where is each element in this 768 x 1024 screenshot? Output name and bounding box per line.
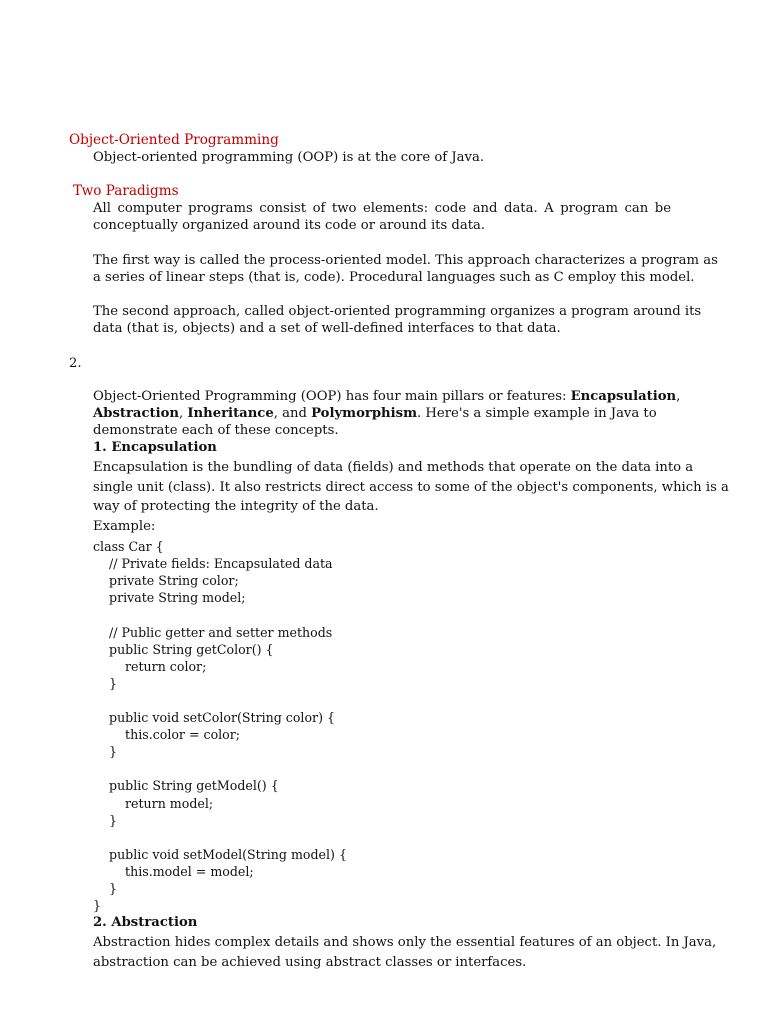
pillars-line-2 — [93, 405, 657, 422]
code-line: } — [93, 881, 118, 896]
pillars-and: , and — [273, 406, 312, 421]
heading-two-paradigms: Two Paradigms — [73, 183, 179, 199]
paragraph-3-line-1: The second approach, called object-oriented programming organizes a program around its — [93, 304, 702, 319]
code-line: } — [93, 812, 118, 828]
abstraction-line-2: abstraction can be achieved using abstract classes or interfaces. — [93, 955, 527, 970]
code-line: private String color; — [93, 573, 239, 589]
abstraction-line-1: Abstraction hides complex details and shows only the essential features of an object. In Java, — [93, 935, 717, 950]
paragraph-2-line-2: a series of linear steps (that is, code). Procedural languages such as C employ this model. — [93, 270, 695, 285]
code-line: public String getColor() { — [93, 641, 274, 657]
code-line: return model; — [93, 795, 214, 811]
pillar-inheritance: Inheritance — [187, 406, 274, 421]
code-line: private String model; — [93, 590, 246, 606]
code-line: class Car { — [93, 539, 164, 554]
section-number-2: 2. — [69, 356, 82, 371]
code-line: // Public getter and setter methods — [93, 624, 333, 640]
code-line: public void setColor(String color) { — [93, 710, 335, 725]
code-line: public String getModel() { — [93, 778, 279, 794]
pillars-intro: Object-Oriented Programming (OOP) has four main pillars or features: — [93, 389, 571, 404]
pillars-line-3: demonstrate each of these concepts. — [93, 423, 339, 438]
heading-oop: Object-Oriented Programming — [69, 132, 279, 148]
code-line: this.model = model; — [93, 863, 254, 879]
code-line: this.color = color; — [93, 727, 241, 743]
code-line: return color; — [93, 658, 207, 674]
pillar-encapsulation: Encapsulation — [570, 389, 677, 404]
oop-core-text: Object-oriented programming (OOP) is at the core of Java. — [93, 150, 485, 165]
encapsulation-line-3: way of protecting the integrity of the data. — [93, 499, 379, 514]
section-2-title: 2. Abstraction — [93, 915, 198, 930]
pillar-abstraction: Abstraction — [93, 406, 179, 421]
paragraph-3-line-2: data (that is, objects) and a set of well-defined interfaces to that data. — [93, 321, 561, 336]
code-line: } — [93, 675, 118, 691]
pillars-line-1 — [93, 388, 680, 405]
pillar-polymorphism: Polymorphism — [311, 406, 418, 421]
example-label: Example: — [93, 519, 156, 534]
pillars-tail: . Here's a simple example in Java to — [417, 406, 657, 421]
code-line: public void setModel(String model) { — [93, 846, 347, 862]
paragraph-2-line-1: The first way is called the process-oriented model. This approach characterizes a program as — [93, 253, 718, 268]
encapsulation-line-2: single unit (class). It also restricts direct access to some of the object's components, which is a — [93, 480, 729, 495]
paragraph-1-line-1: All computer programs consist of two elements: code and data. A program can be — [93, 201, 671, 216]
paragraph-1-line-2: conceptually organized around its code or around its data. — [93, 218, 486, 233]
encapsulation-line-1: Encapsulation is the bundling of data (fields) and methods that operate on the data into a — [93, 460, 694, 475]
pillars-comma-2: , — [178, 406, 188, 421]
code-line: } — [93, 744, 118, 760]
section-1-title: 1. Encapsulation — [93, 440, 217, 455]
code-line: } — [93, 898, 102, 914]
pillars-comma: , — [676, 389, 681, 404]
code-line: // Private fields: Encapsulated data — [93, 556, 333, 572]
